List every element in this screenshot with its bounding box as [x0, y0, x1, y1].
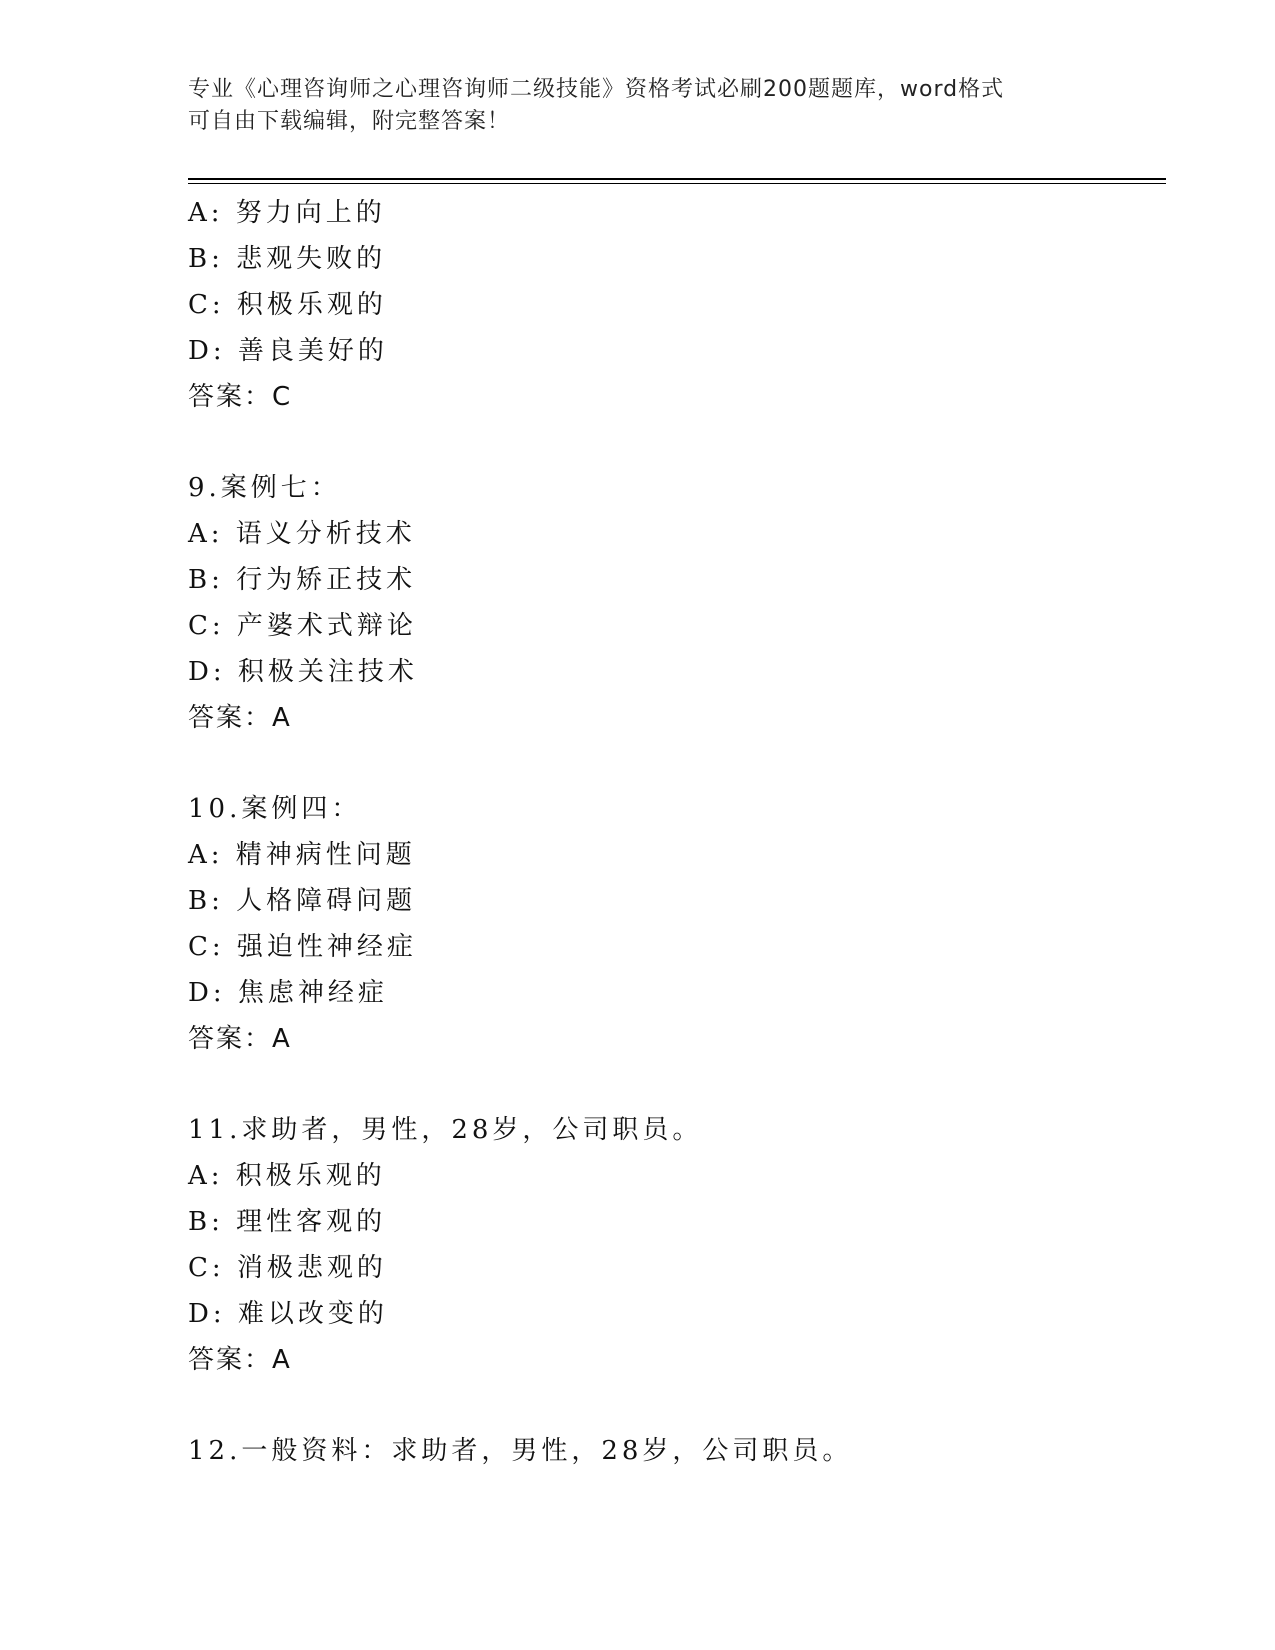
option-b: B: 悲观失败的	[188, 244, 387, 274]
answer-line: 答案：A	[188, 703, 292, 733]
spacer	[188, 741, 1148, 786]
option-a: A: 精神病性问题	[188, 840, 416, 870]
option-a: A: 语义分析技术	[188, 519, 416, 549]
question-text: 10.案例四：	[188, 794, 362, 824]
question-text: 11.求助者，男性，28岁，公司职员。	[188, 1115, 703, 1145]
option-d: D: 难以改变的	[188, 1299, 388, 1329]
spacer	[188, 1062, 1148, 1107]
question-list	[188, 190, 1148, 1474]
option-b: B: 人格障碍问题	[188, 886, 417, 916]
header-divider	[188, 178, 1166, 184]
option-a: A: 努力向上的	[188, 198, 386, 228]
option-d: D: 积极关注技术	[188, 657, 418, 687]
question-block-8	[188, 190, 1148, 420]
answer-line: 答案：A	[188, 1024, 292, 1054]
answer-line: 答案：C	[188, 382, 293, 412]
spacer	[188, 420, 1148, 465]
question-text: 9.案例七：	[188, 473, 341, 503]
document-header	[188, 74, 1088, 138]
header-title-line-1: 专业《心理咨询师之心理咨询师二级技能》资格考试必刷200题题库，word格式	[188, 77, 1005, 102]
option-b: B: 理性客观的	[188, 1207, 387, 1237]
option-b: B: 行为矫正技术	[188, 565, 417, 595]
question-block-10	[188, 786, 1148, 1062]
question-block-12	[188, 1428, 1148, 1474]
question-block-11	[188, 1107, 1148, 1383]
question-block-9	[188, 465, 1148, 741]
option-c: C: 积极乐观的	[188, 290, 387, 320]
spacer	[188, 1383, 1148, 1428]
option-a: A: 积极乐观的	[188, 1161, 386, 1191]
answer-line: 答案：A	[188, 1345, 292, 1375]
question-text: 12.一般资料：求助者，男性，28岁，公司职员。	[188, 1436, 853, 1466]
option-d: D: 焦虑神经症	[188, 978, 388, 1008]
header-title-line-2: 可自由下载编辑，附完整答案！	[188, 109, 511, 134]
option-d: D: 善良美好的	[188, 336, 388, 366]
option-c: C: 消极悲观的	[188, 1253, 387, 1283]
option-c: C: 强迫性神经症	[188, 932, 417, 962]
option-c: C: 产婆术式辩论	[188, 611, 417, 641]
